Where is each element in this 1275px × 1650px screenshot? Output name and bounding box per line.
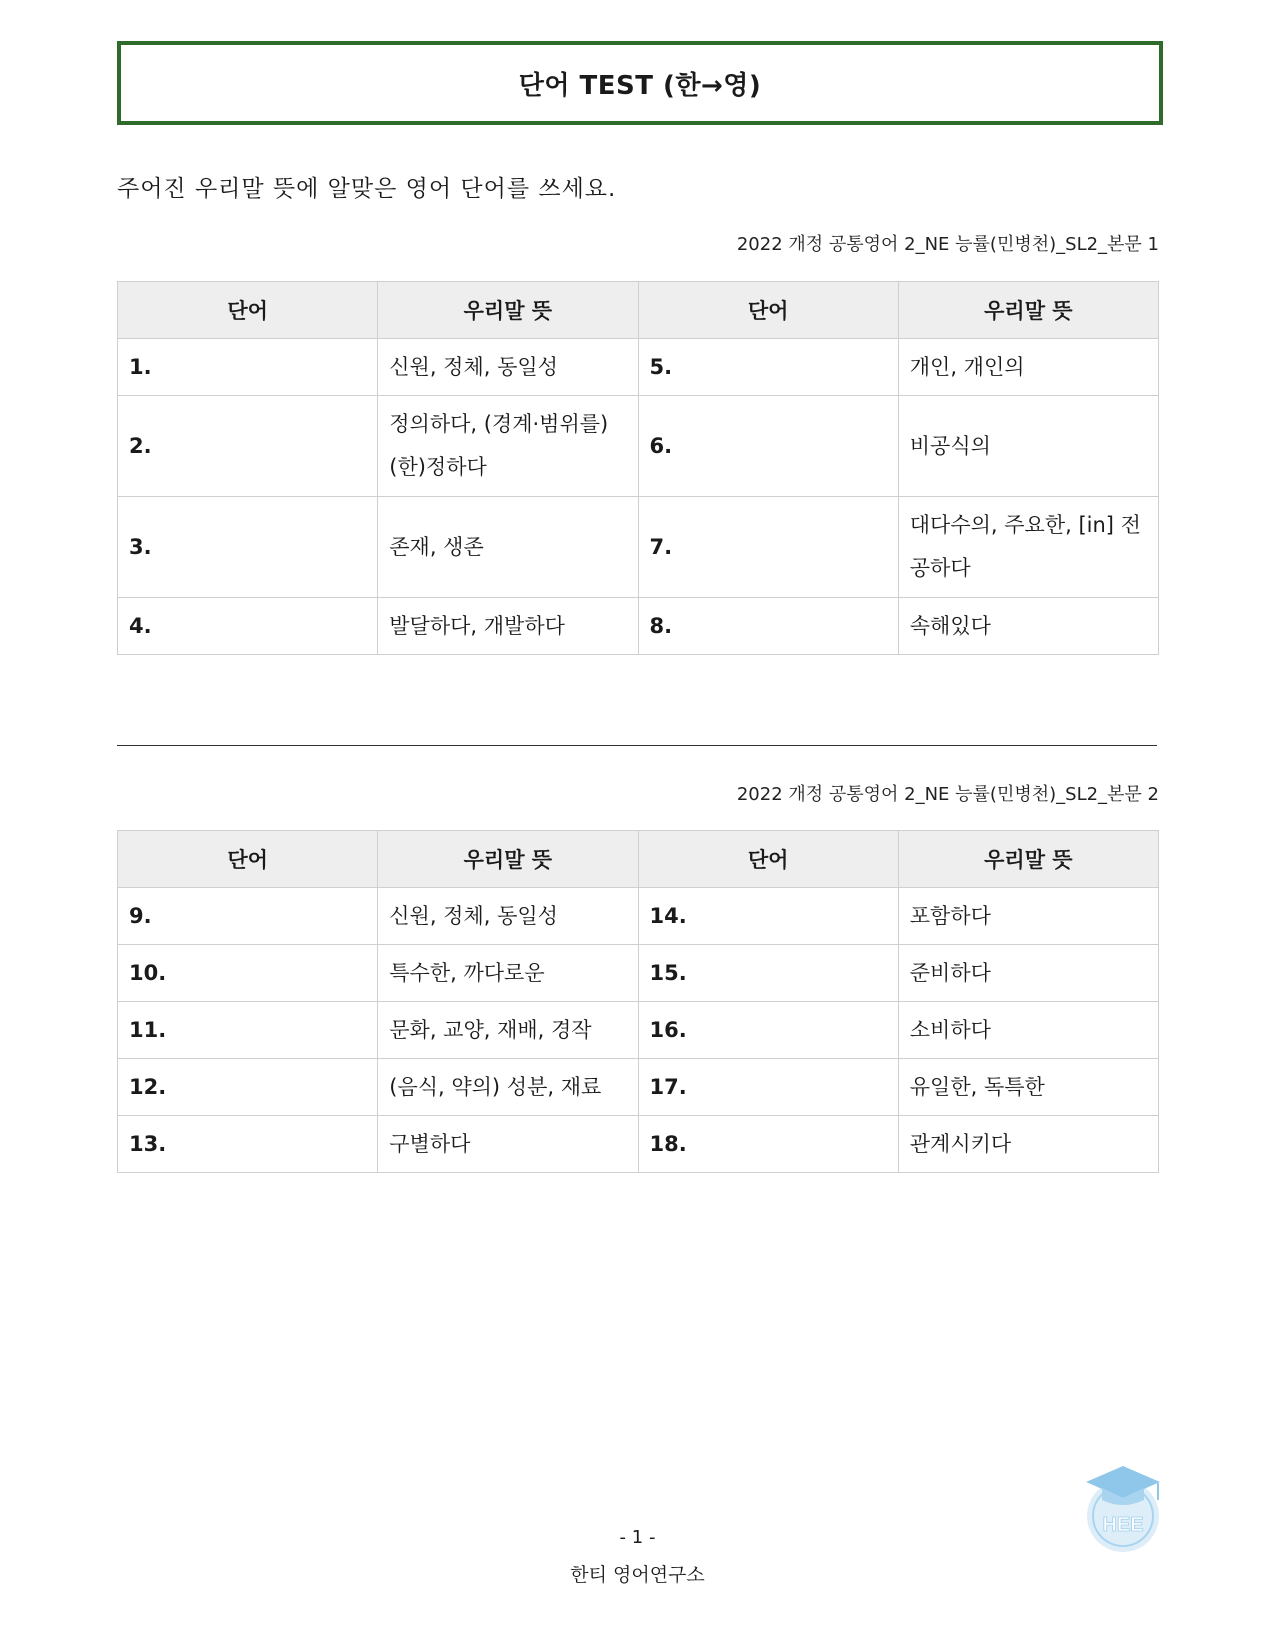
item-number: 13. — [118, 1116, 378, 1173]
header-word: 단어 — [118, 282, 378, 339]
item-meaning: 정의하다, (경계·범위를) (한)정하다 — [378, 396, 638, 497]
item-meaning: 속해있다 — [898, 598, 1158, 655]
instruction-text: 주어진 우리말 뜻에 알맞은 영어 단어를 쓰세요. — [117, 176, 617, 202]
table-header-row — [118, 282, 1159, 339]
item-number: 1. — [118, 339, 378, 396]
table-row — [118, 888, 1159, 945]
table-header-row — [118, 831, 1159, 888]
item-number: 7. — [638, 497, 898, 598]
table-row — [118, 1002, 1159, 1059]
page-title: 단어 TEST (한→영) — [518, 70, 762, 101]
header-meaning: 우리말 뜻 — [378, 282, 638, 339]
item-meaning: 유일한, 독특한 — [898, 1059, 1158, 1116]
header-meaning: 우리말 뜻 — [898, 282, 1158, 339]
table-row — [118, 497, 1159, 598]
item-number: 3. — [118, 497, 378, 598]
item-meaning: 대다수의, 주요한, [in] 전공하다 — [898, 497, 1158, 598]
graduation-cap-icon — [1080, 1460, 1166, 1556]
item-meaning: 존재, 생존 — [378, 497, 638, 598]
section-divider — [117, 745, 1157, 746]
title-box — [117, 41, 1163, 125]
header-meaning: 우리말 뜻 — [378, 831, 638, 888]
item-number: 5. — [638, 339, 898, 396]
item-number: 17. — [638, 1059, 898, 1116]
item-meaning: (음식, 약의) 성분, 재료 — [378, 1059, 638, 1116]
item-meaning: 개인, 개인의 — [898, 339, 1158, 396]
item-meaning: 신원, 정체, 동일성 — [378, 339, 638, 396]
hee-logo — [1080, 1460, 1166, 1556]
item-meaning: 발달하다, 개발하다 — [378, 598, 638, 655]
table-row — [118, 598, 1159, 655]
item-meaning: 소비하다 — [898, 1002, 1158, 1059]
header-meaning: 우리말 뜻 — [898, 831, 1158, 888]
item-meaning: 포함하다 — [898, 888, 1158, 945]
item-number: 11. — [118, 1002, 378, 1059]
item-number: 14. — [638, 888, 898, 945]
table-row — [118, 1059, 1159, 1116]
table-row — [118, 396, 1159, 497]
item-number: 18. — [638, 1116, 898, 1173]
item-number: 4. — [118, 598, 378, 655]
item-number: 15. — [638, 945, 898, 1002]
page-number: - 1 - — [619, 1527, 656, 1548]
table-row — [118, 1116, 1159, 1173]
item-number: 2. — [118, 396, 378, 497]
header-word: 단어 — [118, 831, 378, 888]
item-meaning: 문화, 교양, 재배, 경작 — [378, 1002, 638, 1059]
source-label-2: 2022 개정 공통영어 2_NE 능률(민병천)_SL2_본문 2 — [736, 784, 1159, 805]
word-table-1 — [117, 281, 1159, 655]
item-number: 10. — [118, 945, 378, 1002]
item-number: 6. — [638, 396, 898, 497]
item-meaning: 신원, 정체, 동일성 — [378, 888, 638, 945]
item-meaning: 준비하다 — [898, 945, 1158, 1002]
header-word: 단어 — [638, 831, 898, 888]
header-word: 단어 — [638, 282, 898, 339]
source-label-1: 2022 개정 공통영어 2_NE 능률(민병천)_SL2_본문 1 — [736, 234, 1159, 255]
item-meaning: 특수한, 까다로운 — [378, 945, 638, 1002]
item-number: 9. — [118, 888, 378, 945]
table-row — [118, 945, 1159, 1002]
item-meaning: 구별하다 — [378, 1116, 638, 1173]
item-meaning: 관계시키다 — [898, 1116, 1158, 1173]
footer-organization: 한티 영어연구소 — [570, 1564, 705, 1586]
item-meaning: 비공식의 — [898, 396, 1158, 497]
item-number: 12. — [118, 1059, 378, 1116]
table-row — [118, 339, 1159, 396]
word-table-2 — [117, 830, 1159, 1173]
item-number: 16. — [638, 1002, 898, 1059]
logo-text: HEE — [1102, 1514, 1144, 1536]
item-number: 8. — [638, 598, 898, 655]
